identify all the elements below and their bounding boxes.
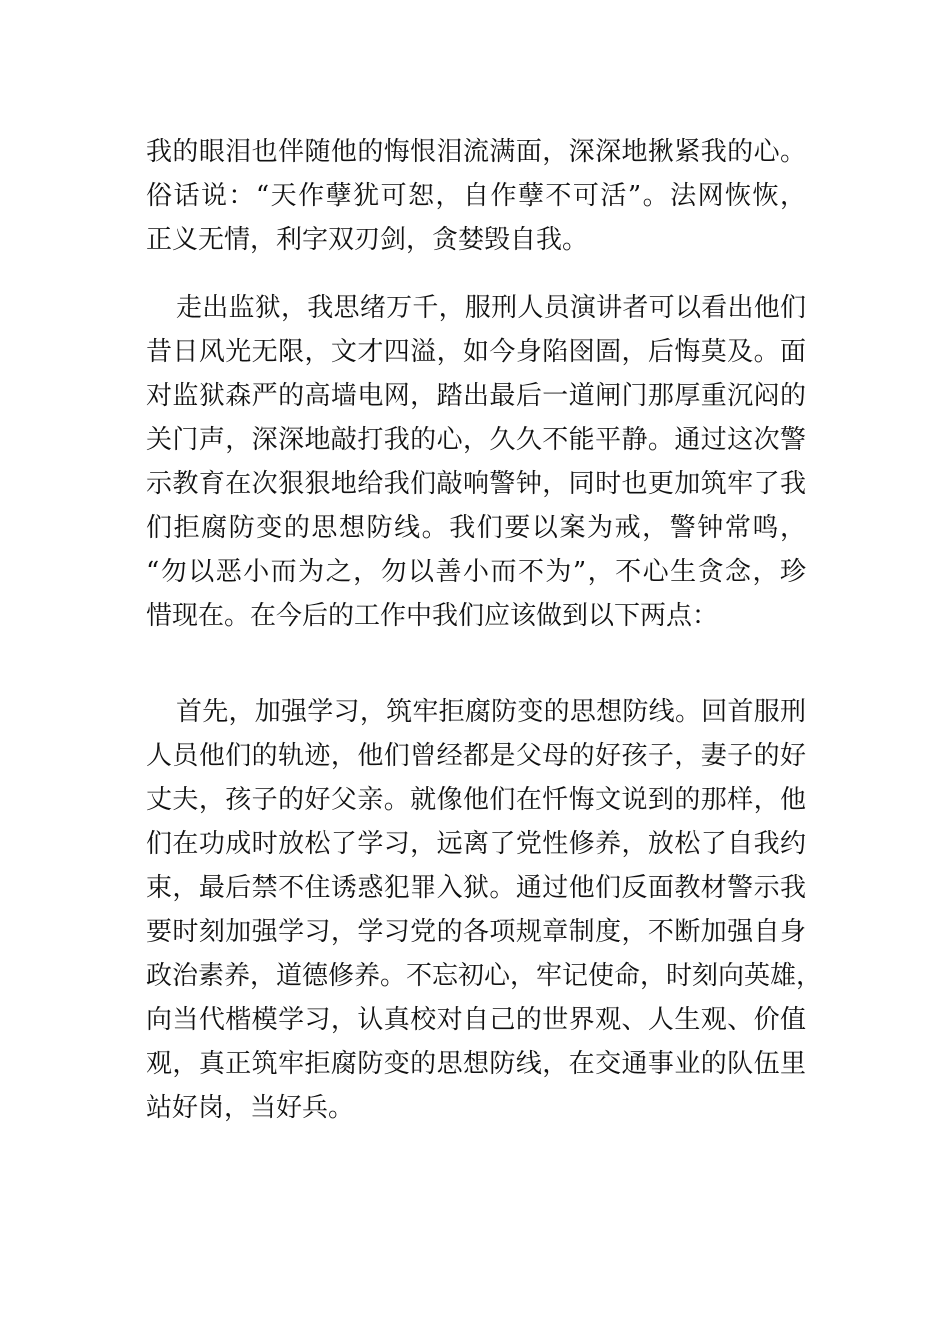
text-line: 人员他们的轨迹，他们曾经都是父母的好孩子，妻子的好 xyxy=(146,741,806,771)
paragraph-first-point xyxy=(146,690,823,1130)
text-line: 示教育在次狠狠地给我们敲响警钟，同时也更加筑牢了我 xyxy=(146,469,806,499)
text-line: 俗话说：“天作孽犹可恕，自作孽不可活”。法网恢恢， xyxy=(146,181,806,211)
text-line: 正义无情，利字双刃剑，贪婪毁自我。 xyxy=(146,225,589,255)
text-line: 观，真正筑牢拒腐防变的思想防线，在交通事业的队伍里 xyxy=(146,1049,806,1079)
text-line: 们在功成时放松了学习，远离了党性修养，放松了自我约 xyxy=(146,829,806,859)
text-line: 对监狱森严的高墙电网，踏出最后一道闸门那厚重沉闷的 xyxy=(146,381,806,411)
text-line: 站好岗，当好兵。 xyxy=(146,1093,355,1123)
text-line: 政治素养，道德修养。不忘初心，牢记使命，时刻向英雄， xyxy=(146,961,823,991)
text-line: 束，最后禁不住诱惑犯罪入狱。通过他们反面教材警示我 xyxy=(146,873,806,903)
paragraph-continuation xyxy=(146,130,806,262)
text-line: 丈夫，孩子的好父亲。就像他们在忏悔文说到的那样，他 xyxy=(146,785,806,815)
text-line: 我的眼泪也伴随他的悔恨泪流满面，深深地揪紧我的心。 xyxy=(146,137,806,167)
text-line: 走出监狱，我思绪万千，服刑人员演讲者可以看出他们 xyxy=(176,293,806,323)
text-line: 首先，加强学习，筑牢拒腐防变的思想防线。回首服刑 xyxy=(176,697,806,727)
text-line: 们拒腐防变的思想防线。我们要以案为戒，警钟常鸣， xyxy=(146,513,806,543)
text-line: 向当代楷模学习，认真校对自己的世界观、人生观、价值 xyxy=(146,1005,806,1035)
text-line: 惜现在。在今后的工作中我们应该做到以下两点： xyxy=(146,601,719,631)
text-line: “勿以恶小而为之，勿以善小而不为”，不心生贪念，珍 xyxy=(146,557,806,587)
paragraph-prison-visit xyxy=(146,286,806,638)
text-line: 昔日风光无限，文才四溢，如今身陷囹圄，后悔莫及。面 xyxy=(146,337,806,367)
text-line: 关门声，深深地敲打我的心，久久不能平静。通过这次警 xyxy=(146,425,806,455)
text-line: 要时刻加强学习，学习党的各项规章制度，不断加强自身 xyxy=(146,917,806,947)
